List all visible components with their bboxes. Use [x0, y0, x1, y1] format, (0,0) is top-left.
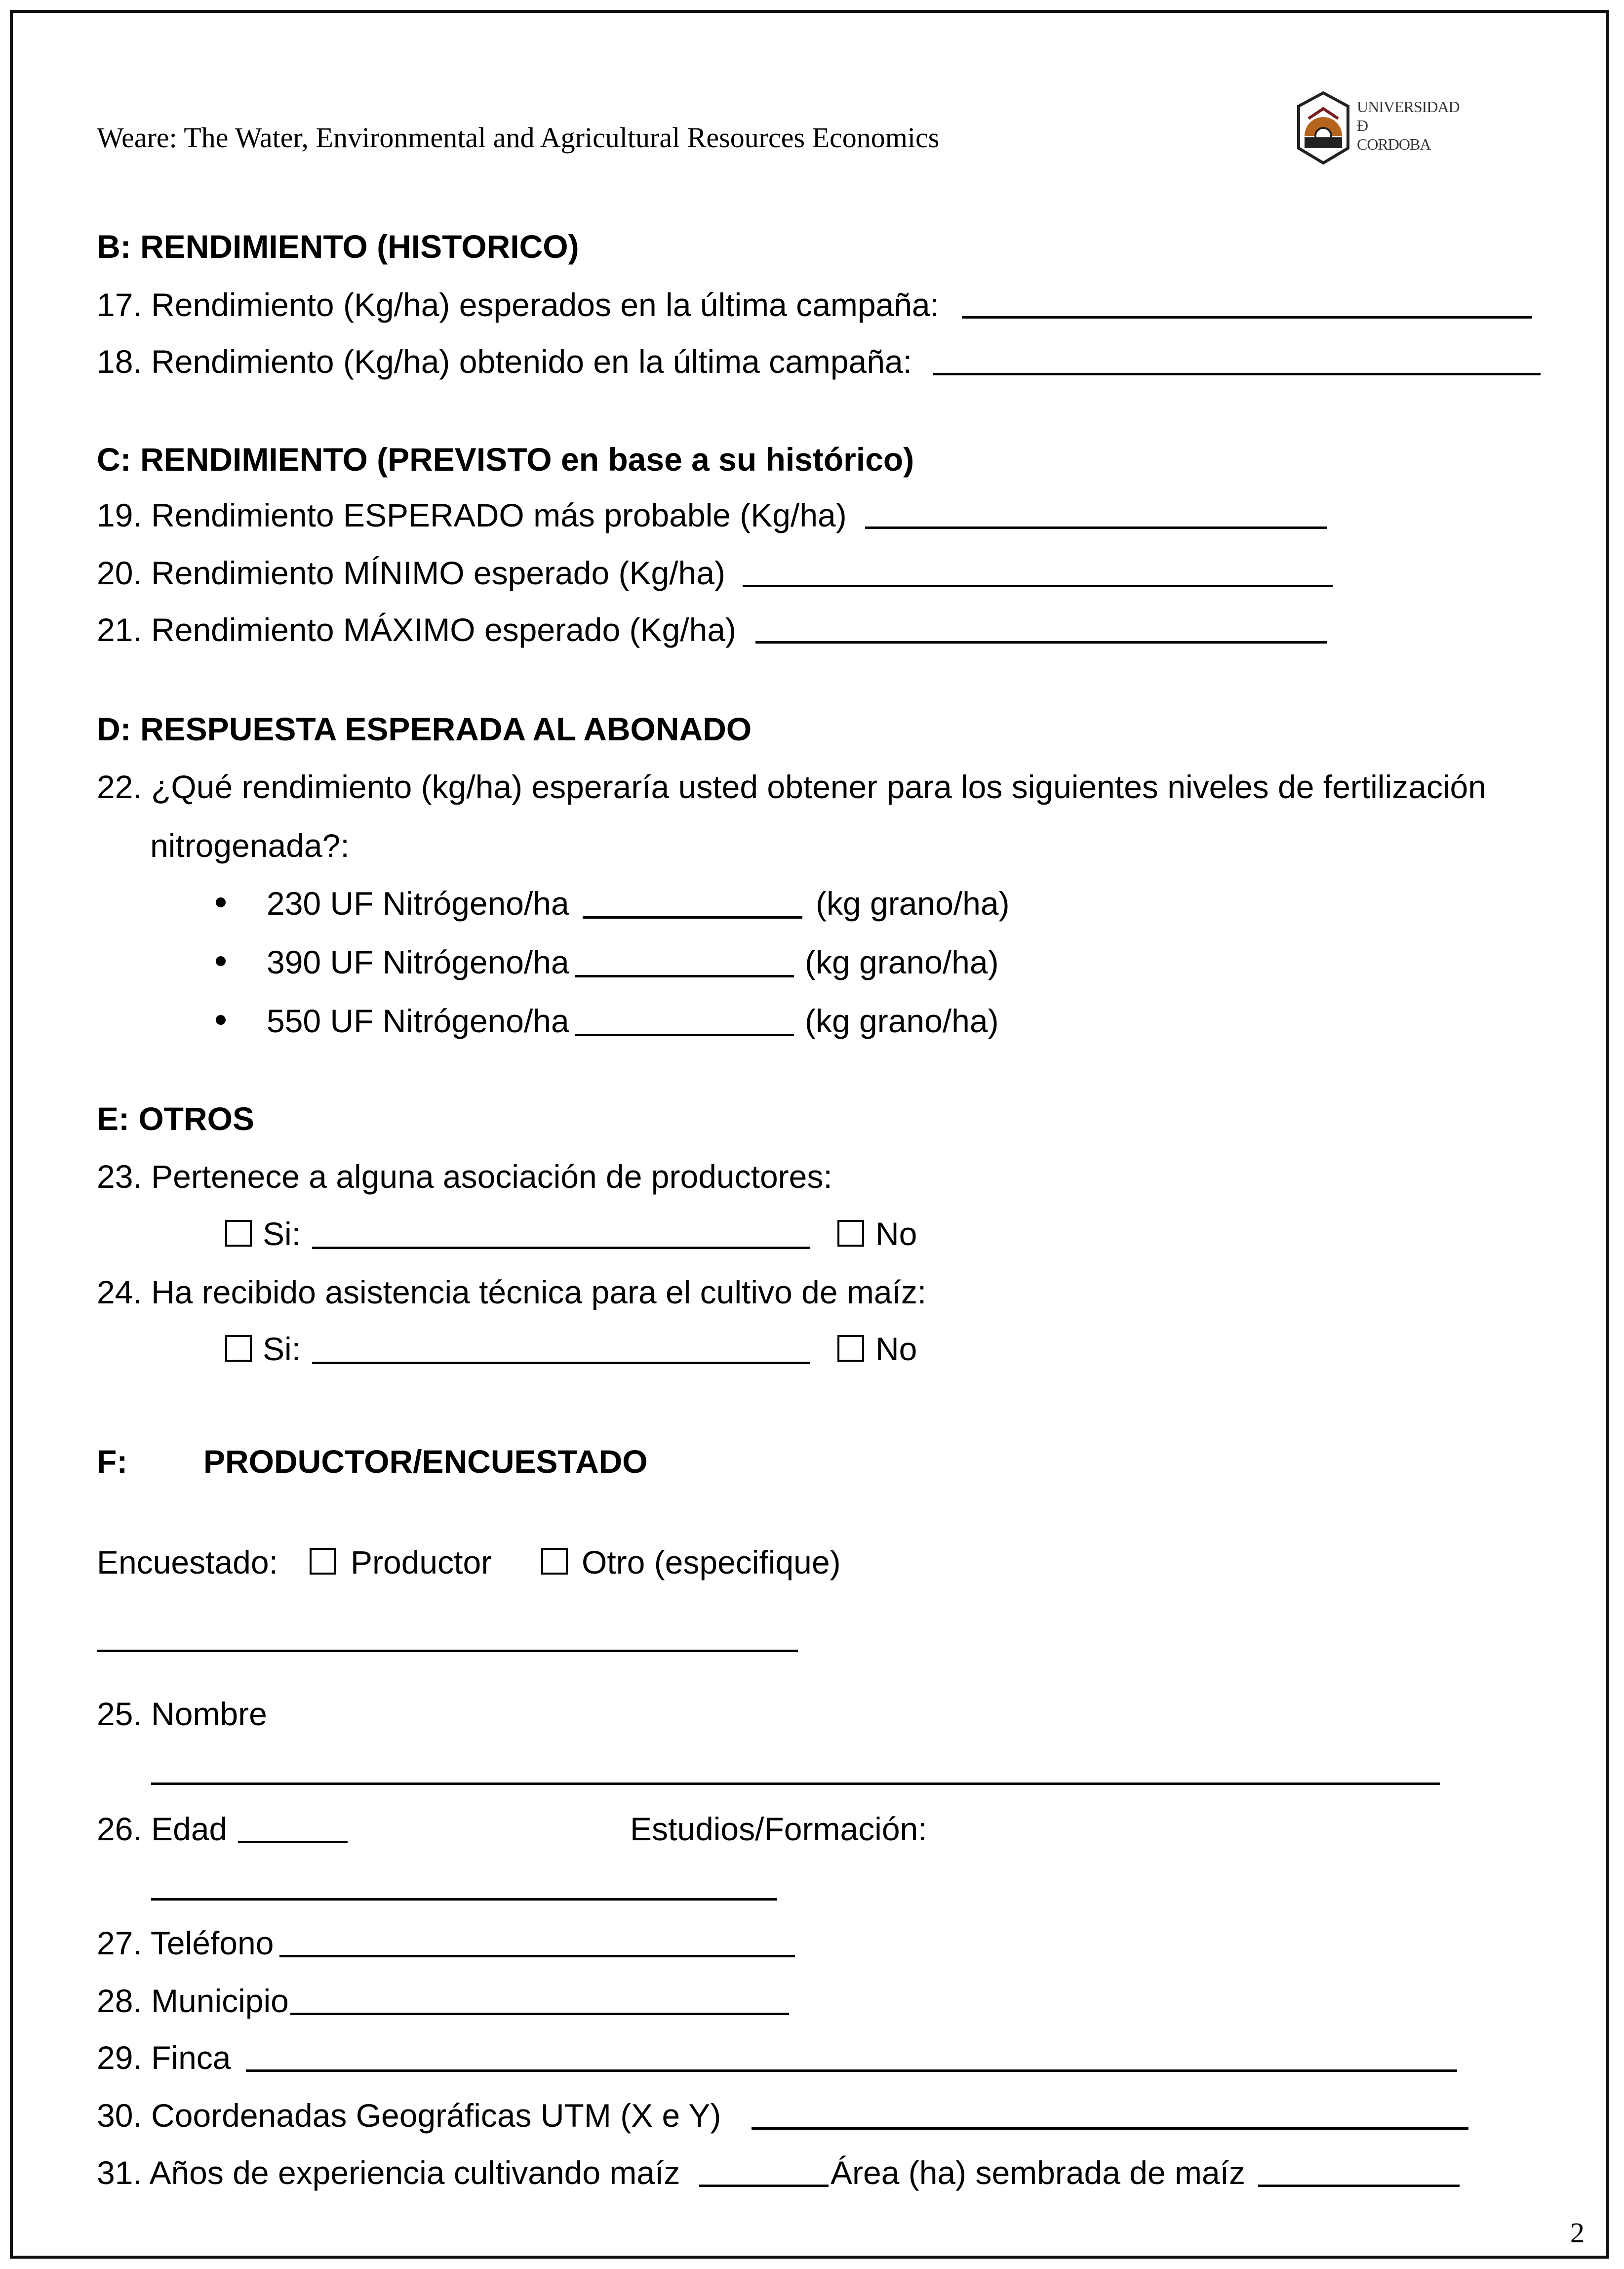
fert-550-answer-line[interactable]	[575, 1034, 794, 1036]
productor-checkbox[interactable]	[310, 1548, 336, 1575]
fert-unit-550: (kg grano/ha)	[805, 1003, 999, 1039]
fert-unit-230: (kg grano/ha)	[816, 885, 1010, 922]
section-d-title: D: RESPUESTA ESPERADA AL ABONADO	[97, 711, 752, 747]
q25-label: 25. Nombre	[97, 1696, 267, 1732]
q29-label: 29. Finca	[97, 2039, 231, 2076]
q17-label: 17. Rendimiento (Kg/ha) esperados en la última campaña:	[97, 286, 939, 323]
q31-experience-answer-line[interactable]	[699, 2185, 829, 2187]
q18-answer-line[interactable]	[933, 373, 1541, 375]
fert-level-550: 550 UF Nitrógeno/ha	[267, 1003, 569, 1039]
fert-level-230: 230 UF Nitrógeno/ha	[267, 885, 569, 922]
header-title: Weare: The Water, Environmental and Agricultural Resources Economics	[97, 122, 940, 154]
q28-answer-line[interactable]	[290, 2013, 789, 2015]
q29-answer-line[interactable]	[246, 2069, 1457, 2072]
q18-label: 18. Rendimiento (Kg/ha) obtenido en la última campaña:	[97, 343, 912, 380]
q30-label: 30. Coordenadas Geográficas UTM (X e Y)	[97, 2097, 721, 2134]
logo-emblem-icon	[1294, 89, 1353, 168]
logo-line-1: UNIVERSIDAD	[1357, 98, 1460, 116]
q31-area-label: Área (ha) sembrada de maíz	[831, 2154, 1246, 2191]
q17-answer-line[interactable]	[962, 316, 1532, 319]
q24-si-checkbox[interactable]	[225, 1335, 252, 1362]
q20-answer-line[interactable]	[743, 585, 1333, 587]
q26-label: 26. Edad	[97, 1811, 228, 1847]
q20-label: 20. Rendimiento MÍNIMO esperado (Kg/ha)	[97, 555, 725, 591]
estudios-label: Estudios/Formación:	[630, 1811, 927, 1847]
q31-area-answer-line[interactable]	[1258, 2185, 1460, 2187]
q24-si-label: Si:	[263, 1331, 301, 1367]
q22-label-line2: nitrogenada?:	[150, 827, 350, 864]
university-logo	[1294, 89, 1471, 168]
bullet-icon	[216, 956, 226, 966]
q28-label: 28. Municipio	[97, 1983, 289, 2019]
q31-experience-label: 31. Años de experiencia cultivando maíz	[97, 2154, 680, 2191]
otro-checkbox[interactable]	[541, 1548, 568, 1575]
q23-no-label: No	[875, 1216, 917, 1252]
q23-label: 23. Pertenece a alguna asociación de productores:	[97, 1158, 832, 1195]
q23-si-answer-line[interactable]	[312, 1247, 810, 1249]
q23-si-label: Si:	[263, 1216, 301, 1252]
q27-label: 27. Teléfono	[97, 1925, 274, 1961]
logo-line-2: Ð	[1357, 117, 1368, 134]
otro-label: Otro (especifique)	[582, 1544, 841, 1580]
q19-answer-line[interactable]	[865, 527, 1327, 529]
q24-no-checkbox[interactable]	[837, 1335, 864, 1362]
fert-unit-390: (kg grano/ha)	[805, 944, 999, 980]
section-e-title: E: OTROS	[97, 1100, 255, 1137]
fert-390-answer-line[interactable]	[575, 975, 794, 977]
q24-label: 24. Ha recibido asistencia técnica para el cultivo de maíz:	[97, 1274, 927, 1310]
encuestado-label: Encuestado:	[97, 1544, 278, 1580]
section-f-title: PRODUCTOR/ENCUESTADO	[203, 1443, 648, 1480]
section-c-title: C: RENDIMIENTO (PREVISTO en base a su histórico)	[97, 441, 914, 478]
logo-line-3: CORDOBA	[1357, 135, 1431, 153]
fert-level-390: 390 UF Nitrógeno/ha	[267, 944, 569, 980]
q19-label: 19. Rendimiento ESPERADO más probable (Kg/ha)	[97, 497, 847, 533]
q25-answer-line[interactable]	[151, 1783, 1440, 1785]
q24-no-label: No	[875, 1331, 917, 1367]
bullet-icon	[216, 897, 226, 907]
section-f-letter: F:	[97, 1443, 128, 1480]
q21-label: 21. Rendimiento MÁXIMO esperado (Kg/ha)	[97, 611, 736, 648]
q24-si-answer-line[interactable]	[312, 1362, 810, 1364]
productor-label: Productor	[351, 1544, 492, 1580]
q21-answer-line[interactable]	[755, 641, 1327, 644]
otro-answer-line[interactable]	[97, 1650, 798, 1652]
q27-answer-line[interactable]	[279, 1955, 795, 1957]
q22-label-line1: 22. ¿Qué rendimiento (kg/ha) esperaría usted obtener para los siguientes niveles de fertilización	[97, 769, 1486, 805]
bullet-icon	[216, 1015, 226, 1025]
q23-no-checkbox[interactable]	[837, 1220, 864, 1247]
q30-answer-line[interactable]	[752, 2127, 1468, 2130]
page-number: 2	[1570, 2217, 1584, 2249]
section-b-title: B: RENDIMIENTO (HISTORICO)	[97, 228, 579, 265]
q23-si-checkbox[interactable]	[225, 1220, 252, 1247]
fert-230-answer-line[interactable]	[583, 916, 802, 919]
estudios-answer-line[interactable]	[151, 1898, 777, 1901]
q26-age-answer-line[interactable]	[238, 1841, 348, 1843]
